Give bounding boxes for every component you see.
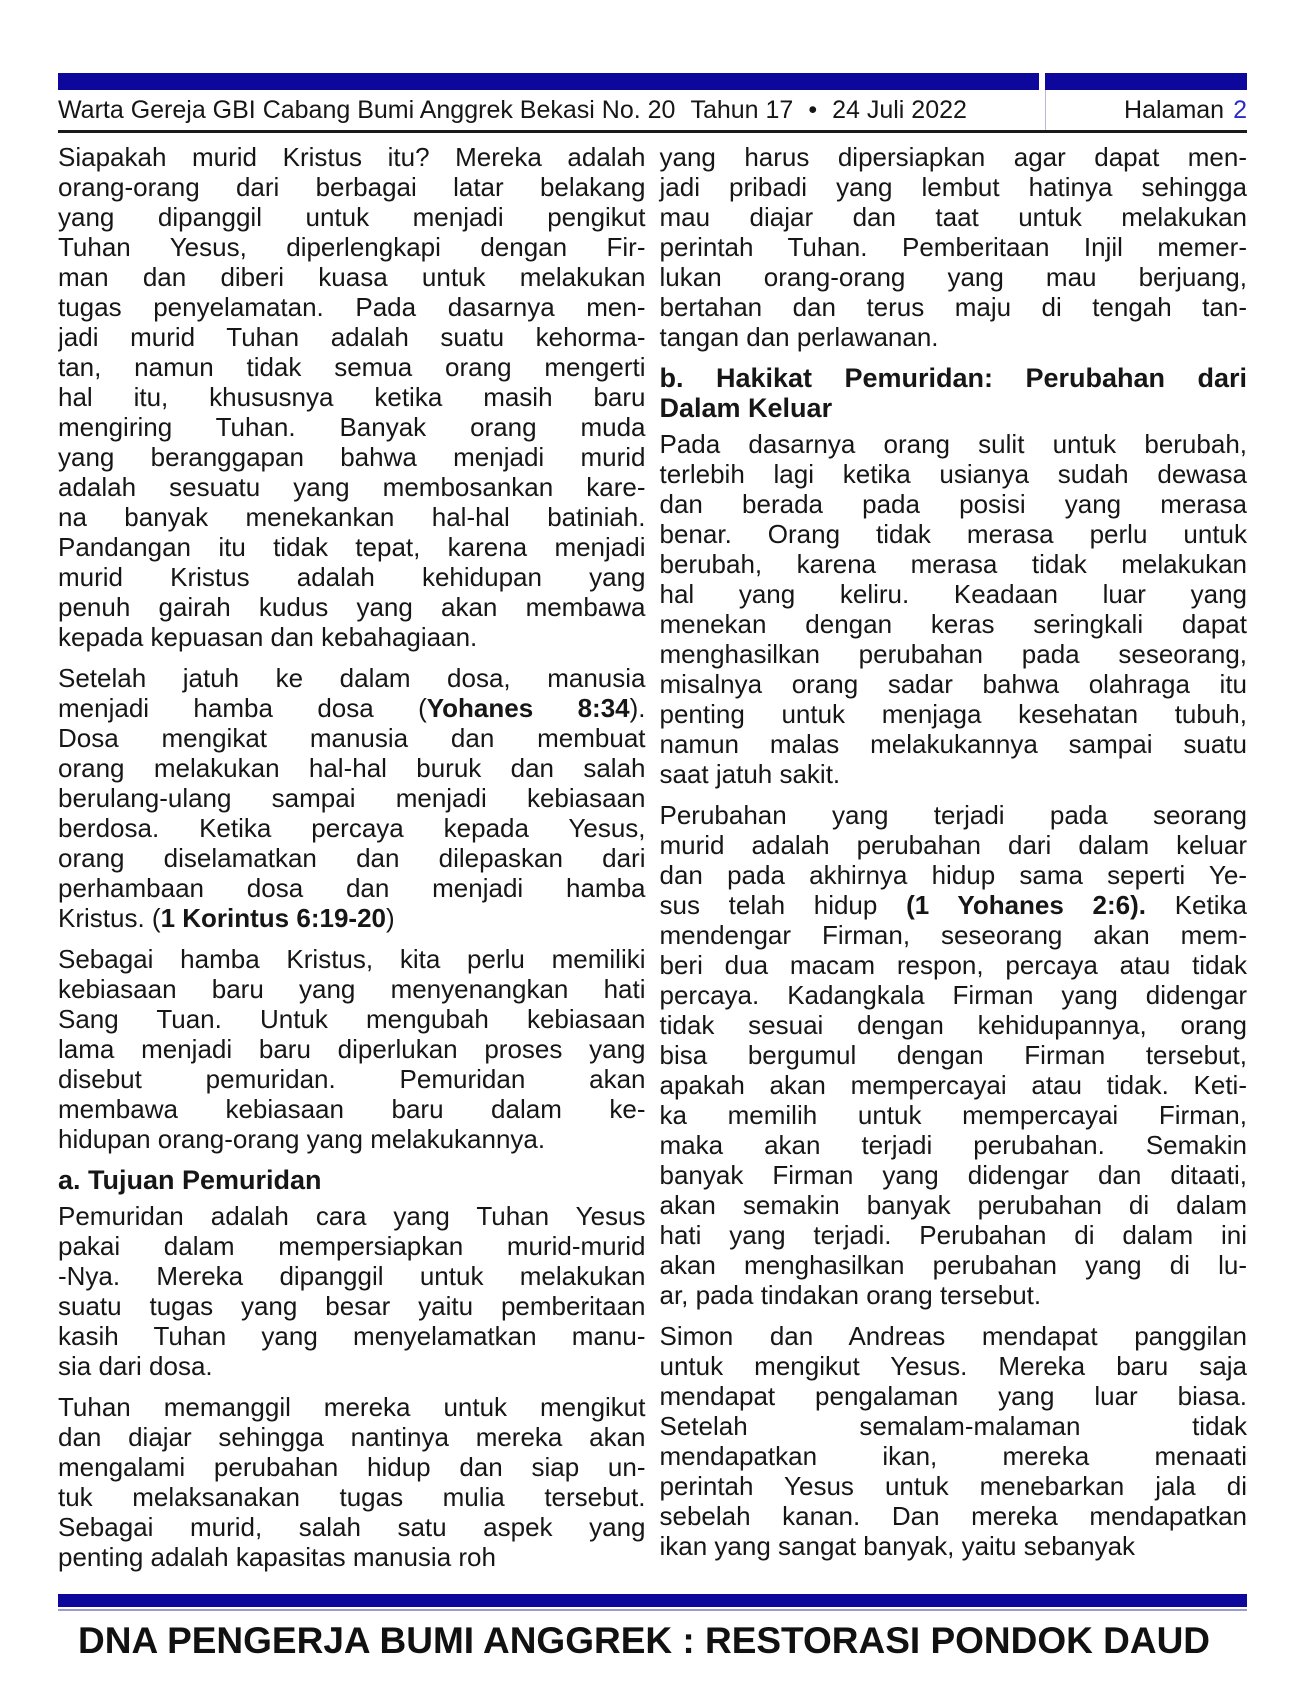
text-line: tidak sesuai dengan kehidupannya, orang — [659, 1010, 1247, 1040]
text-line: dan pada akhirnya hidup sama seperti Ye- — [659, 860, 1247, 890]
text-line: banyak Firman yang didengar dan ditaati, — [659, 1160, 1247, 1190]
scripture-reference: (1 Yohanes 2:6). — [906, 890, 1147, 920]
header-accent-bar-right — [1045, 73, 1247, 90]
text-line: ar, pada tindakan orang tersebut. — [659, 1280, 1042, 1310]
text-line: apakah akan mempercayai atau tidak. Keti- — [659, 1070, 1247, 1100]
text-line: penting untuk menjaga kesehatan tubuh, — [659, 699, 1247, 729]
text-line: mendapatkan ikan, mereka menaati — [659, 1441, 1247, 1471]
text-line: percaya. Kadangkala Firman yang didengar — [659, 980, 1247, 1010]
text-line: kebiasaan baru yang menyenangkan hati — [58, 974, 646, 1004]
footer-banner: DNA PENGERJA BUMI ANGGREK : RESTORASI PONDOK DAUD — [78, 1620, 1211, 1661]
text-line: berdosa. Ketika percaya kepada Yesus, — [58, 813, 646, 843]
text-line: hal itu, khususnya ketika masih baru — [58, 382, 646, 412]
text-line: membawa kebiasaan baru dalam ke- — [58, 1094, 646, 1124]
scripture-reference: 1 Korintus 6:19-20 — [160, 903, 386, 933]
text-line: kasih Tuhan yang menyelamatkan manu- — [58, 1321, 646, 1351]
section-heading — [660, 363, 1248, 423]
paragraph — [660, 800, 1248, 1310]
text-line: beri dua macam respon, percaya atau tidak — [659, 950, 1247, 980]
text-line: hal yang keliru. Keadaan luar yang — [659, 579, 1247, 609]
header-masthead — [58, 90, 1039, 130]
text-line: berubah, karena merasa tidak melakukan — [659, 549, 1247, 579]
text-line: Simon dan Andreas mendapat panggilan — [659, 1321, 1247, 1351]
page-number: 2 — [1233, 95, 1247, 124]
text-line: Pemuridan adalah cara yang Tuhan Yesus — [58, 1201, 646, 1231]
text-line: hidupan orang-orang yang melakukannya. — [58, 1124, 546, 1154]
text-line: terlebih lagi ketika usianya sudah dewasa — [659, 459, 1247, 489]
text-line: penting adalah kapasitas manusia roh — [58, 1542, 496, 1572]
text-line: akan semakin banyak perubahan di dalam — [659, 1190, 1247, 1220]
text-line: Sebagai hamba Kristus, kita perlu memiliki — [58, 944, 646, 974]
footer-accent-bar — [58, 1594, 1247, 1607]
text-line: perintah Tuhan. Pemberitaan Injil memer- — [659, 232, 1247, 262]
text-line: mengalami perubahan hidup dan siap un- — [58, 1452, 646, 1482]
text-line: tuk melaksanakan tugas mulia tersebut. — [58, 1482, 646, 1512]
text-line: tan, namun tidak semua orang mengerti — [58, 352, 646, 382]
text-line: sebelah kanan. Dan mereka mendapatkan — [659, 1501, 1247, 1531]
section-heading — [58, 1165, 646, 1195]
text-line: sus telah hidup (1 Yohanes 2:6). Ketika — [659, 890, 1247, 920]
text-line: dan berada pada posisi yang merasa — [659, 489, 1247, 519]
paragraph — [58, 1392, 646, 1572]
text-line: maka akan terjadi perubahan. Semakin — [659, 1130, 1247, 1160]
text-line: mendapat pengalaman yang luar biasa. — [659, 1381, 1247, 1411]
text-line: na banyak menekankan hal-hal batiniah. — [58, 502, 646, 532]
scripture-reference: Yohanes 8:34 — [426, 693, 630, 723]
text-line: murid Kristus adalah kehidupan yang — [58, 562, 646, 592]
text-line: murid adalah perubahan dari dalam keluar — [659, 830, 1247, 860]
paragraph — [58, 944, 646, 1154]
paragraph — [660, 142, 1248, 352]
text-line: penuh gairah kudus yang akan membawa — [58, 592, 646, 622]
text-line: b. Hakikat Pemuridan: Perubahan dari — [659, 363, 1247, 393]
article-body — [58, 142, 1247, 1594]
text-line: bertahan dan terus maju di tengah tan- — [659, 292, 1247, 322]
paragraph — [58, 1201, 646, 1381]
text-line: menjadi hamba dosa (Yohanes 8:34). — [58, 693, 646, 723]
text-line: adalah sesuatu yang membosankan kare- — [58, 472, 646, 502]
text-line: disebut pemuridan. Pemuridan akan — [58, 1064, 646, 1094]
text-line: yang harus dipersiapkan agar dapat men- — [659, 142, 1247, 172]
footer-accent-underline — [58, 1609, 1247, 1611]
left-column — [58, 142, 646, 1594]
text-line: menekan dengan keras seringkali dapat — [659, 609, 1247, 639]
text-line: tugas penyelamatan. Pada dasarnya men- — [58, 292, 646, 322]
page-header — [58, 90, 1247, 133]
text-line: lama menjadi baru diperlukan proses yang — [58, 1034, 646, 1064]
text-line: Setelah semalam-malaman tidak — [659, 1411, 1247, 1441]
text-line: misalnya orang sadar bahwa olahraga itu — [659, 669, 1247, 699]
text-line: orang melakukan hal-hal buruk dan salah — [58, 753, 646, 783]
bulletin-date: 24 Juli 2022 — [832, 95, 967, 124]
text-line: bisa bergumul dengan Firman tersebut, — [659, 1040, 1247, 1070]
text-line: pakai dalam mempersiapkan murid-murid — [58, 1231, 646, 1261]
text-line: ikan yang sangat banyak, yaitu sebanyak — [659, 1531, 1136, 1561]
text-line: ka memilih untuk mempercayai Firman, — [659, 1100, 1247, 1130]
text-line: Tuhan Yesus, diperlengkapi dengan Fir- — [58, 232, 646, 262]
text-line: dan diajar sehingga nantinya mereka akan — [58, 1422, 646, 1452]
paragraph — [58, 663, 646, 933]
text-line: Kristus. (1 Korintus 6:19-20) — [58, 903, 395, 933]
text-line: Pada dasarnya orang sulit untuk berubah, — [659, 429, 1247, 459]
text-line: yang dipanggil untuk menjadi pengikut — [58, 202, 646, 232]
text-line: man dan diberi kuasa untuk melakukan — [58, 262, 646, 292]
page-label: Halaman — [1124, 95, 1225, 124]
text-line: Tuhan memanggil mereka untuk mengikut — [58, 1392, 646, 1422]
paragraph — [58, 142, 646, 652]
text-line: yang beranggapan bahwa menjadi murid — [58, 442, 646, 472]
text-line: mau diajar dan taat untuk melakukan — [659, 202, 1247, 232]
text-line: Dalam Keluar — [659, 393, 833, 423]
text-line: jadi pribadi yang lembut hatinya sehingga — [659, 172, 1247, 202]
text-line: kepada kepuasan dan kebahagiaan. — [58, 622, 478, 652]
text-line: akan menghasilkan perubahan yang di lu- — [659, 1250, 1247, 1280]
header-accent-bar — [58, 73, 1247, 90]
bulletin-edition: Tahun 17 — [690, 95, 794, 124]
text-line: hati yang terjadi. Perubahan di dalam ini — [659, 1220, 1247, 1250]
text-line: lukan orang-orang yang mau berjuang, — [659, 262, 1247, 292]
text-line: menghasilkan perubahan pada seseorang, — [659, 639, 1247, 669]
header-bullet-separator: • — [808, 95, 818, 124]
bulletin-title: Warta Gereja GBI Cabang Bumi Anggrek Bekasi No. 20 — [58, 95, 676, 124]
text-line: suatu tugas yang besar yaitu pemberitaan — [58, 1291, 646, 1321]
text-line: mengiring Tuhan. Banyak orang muda — [58, 412, 646, 442]
text-line: Perubahan yang terjadi pada seorang — [659, 800, 1247, 830]
text-line: benar. Orang tidak merasa perlu untuk — [659, 519, 1247, 549]
text-line: saat jatuh sakit. — [659, 759, 841, 789]
text-line: Sebagai murid, salah satu aspek yang — [58, 1512, 646, 1542]
text-line: orang diselamatkan dan dilepaskan dari — [58, 843, 646, 873]
right-column — [660, 142, 1248, 1594]
text-line: Setelah jatuh ke dalam dosa, manusia — [58, 663, 646, 693]
text-line: tangan dan perlawanan. — [659, 322, 939, 352]
text-line: -Nya. Mereka dipanggil untuk melakukan — [58, 1261, 646, 1291]
text-line: berulang-ulang sampai menjadi kebiasaan — [58, 783, 646, 813]
text-line: mendengar Firman, seseorang akan mem- — [659, 920, 1247, 950]
text-line: a. Tujuan Pemuridan — [58, 1165, 322, 1195]
text-line: perhambaan dosa dan menjadi hamba — [58, 873, 646, 903]
text-line: Siapakah murid Kristus itu? Mereka adalah — [58, 142, 646, 172]
text-line: jadi murid Tuhan adalah suatu kehorma- — [58, 322, 646, 352]
paragraph — [660, 1321, 1248, 1561]
paragraph — [660, 429, 1248, 789]
text-line: orang-orang dari berbagai latar belakang — [58, 172, 646, 202]
text-line: Sang Tuan. Untuk mengubah kebiasaan — [58, 1004, 646, 1034]
text-line: untuk mengikut Yesus. Mereka baru saja — [659, 1351, 1247, 1381]
header-accent-bar-left — [58, 73, 1039, 90]
text-line: Pandangan itu tidak tepat, karena menjadi — [58, 532, 646, 562]
header-page-cell — [1045, 90, 1247, 130]
text-line: Dosa mengikat manusia dan membuat — [58, 723, 646, 753]
text-line: namun malas melakukannya sampai suatu — [659, 729, 1247, 759]
text-line: sia dari dosa. — [58, 1351, 213, 1381]
text-line: perintah Yesus untuk menebarkan jala di — [659, 1471, 1247, 1501]
